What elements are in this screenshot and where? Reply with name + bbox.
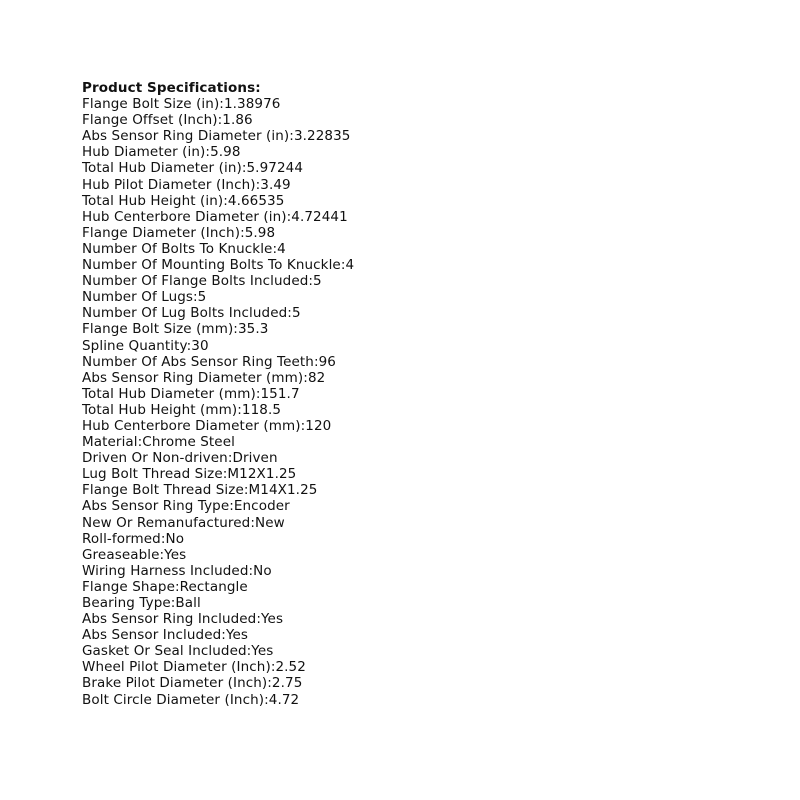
list-item: Number Of Lugs:5 (82, 289, 207, 306)
list-item: Wheel Pilot Diameter (Inch):2.52 (82, 659, 306, 676)
list-item: Number Of Bolts To Knuckle:4 (82, 240, 286, 257)
list-item: Number Of Lug Bolts Included:5 (82, 305, 301, 322)
list-item: Roll-formed:No (82, 530, 185, 547)
list-item: Spline Quantity:30 (82, 337, 209, 354)
product-specifications-block (82, 80, 742, 708)
list-item: Abs Sensor Included:Yes (82, 627, 249, 644)
list-item: Hub Centerbore Diameter (in):4.72441 (82, 208, 348, 225)
list-item: Lug Bolt Thread Size:M12X1.25 (82, 466, 297, 483)
list-item: Bearing Type:Ball (82, 595, 201, 611)
list-item: Total Hub Height (in):4.66535 (82, 192, 285, 209)
list-item: Number Of Abs Sensor Ring Teeth:96 (82, 353, 336, 370)
list-item: Flange Bolt Thread Size:M14X1.25 (82, 482, 318, 499)
list-item: Flange Offset (Inch):1.86 (82, 112, 253, 129)
list-item: Bolt Circle Diameter (Inch):4.72 (82, 691, 300, 708)
list-item: Abs Sensor Ring Diameter (in):3.22835 (82, 128, 351, 145)
list-item: Driven Or Non-driven:Driven (82, 450, 278, 467)
list-item: Abs Sensor Ring Type:Encoder (82, 498, 290, 515)
list-item: Total Hub Height (mm):118.5 (82, 401, 282, 418)
list-item: Hub Pilot Diameter (Inch):3.49 (82, 176, 291, 193)
page-title: Product Specifications: (82, 80, 261, 96)
list-item: Flange Bolt Size (in):1.38976 (82, 96, 281, 113)
list-item: Total Hub Diameter (in):5.97244 (82, 160, 304, 177)
list-item: Brake Pilot Diameter (Inch):2.75 (82, 675, 303, 692)
list-item: Abs Sensor Ring Included:Yes (82, 611, 284, 628)
list-item: New Or Remanufactured:New (82, 514, 285, 531)
list-item: Material:Chrome Steel (82, 434, 235, 451)
specifications-list (82, 96, 742, 708)
list-item: Number Of Mounting Bolts To Knuckle:4 (82, 257, 355, 274)
list-item: Total Hub Diameter (mm):151.7 (82, 385, 300, 402)
list-item: Wiring Harness Included:No (82, 562, 272, 579)
list-item: Number Of Flange Bolts Included:5 (82, 273, 322, 290)
list-item: Flange Diameter (Inch):5.98 (82, 224, 276, 241)
list-item: Flange Bolt Size (mm):35.3 (82, 321, 269, 338)
list-item: Hub Centerbore Diameter (mm):120 (82, 417, 332, 434)
list-item: Gasket Or Seal Included:Yes (82, 643, 274, 660)
list-item: Hub Diameter (in):5.98 (82, 144, 241, 161)
list-item: Greaseable:Yes (82, 546, 187, 563)
list-item: Flange Shape:Rectangle (82, 578, 248, 595)
list-item: Abs Sensor Ring Diameter (mm):82 (82, 369, 326, 386)
